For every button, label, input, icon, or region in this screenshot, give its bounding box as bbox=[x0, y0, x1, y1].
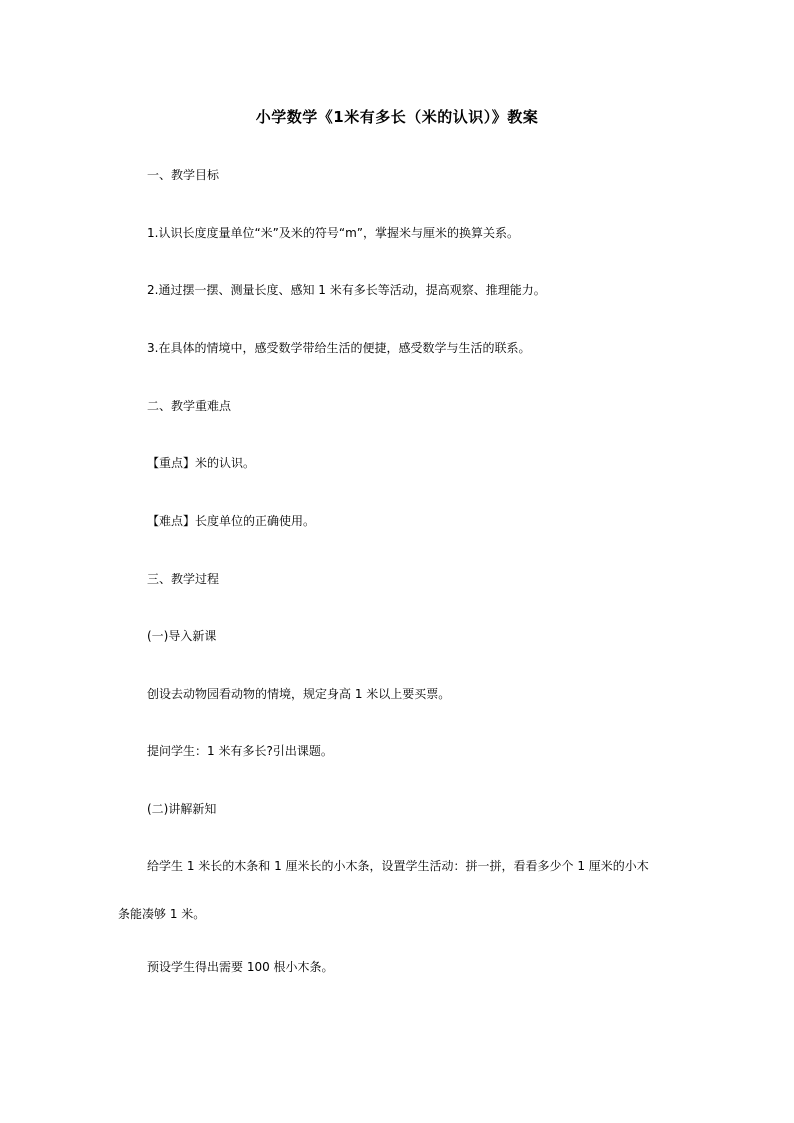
key-point: 【重点】米的认识。 bbox=[147, 456, 256, 470]
section-heading-process: 三、教学过程 bbox=[147, 572, 220, 586]
intro-paragraph: 创设去动物园看动物的情境，规定身高 1 米以上要买票。 bbox=[147, 687, 451, 701]
subsection-heading-intro: (一)导入新课 bbox=[147, 629, 217, 643]
objective-item-1: 1.认识长度度量单位“米”及米的符号“m”，掌握米与厘米的换算关系。 bbox=[147, 226, 520, 240]
objective-item-2: 2.通过摆一摆、测量长度、感知 1 米有多长等活动，提高观察、推理能力。 bbox=[147, 283, 546, 297]
objective-item-3: 3.在具体的情境中，感受数学带给生活的便捷，感受数学与生活的联系。 bbox=[147, 341, 531, 355]
question-paragraph: 提问学生：1 米有多长?引出课题。 bbox=[147, 744, 333, 758]
difficult-point: 【难点】长度单位的正确使用。 bbox=[147, 514, 316, 528]
section-heading-objectives: 一、教学目标 bbox=[147, 168, 220, 182]
document-title: 小学数学《1米有多长（米的认识）》教案 bbox=[255, 108, 539, 126]
section-heading-key-points: 二、教学重难点 bbox=[147, 399, 232, 413]
expected-result-paragraph: 预设学生得出需要 100 根小木条。 bbox=[147, 960, 334, 974]
subsection-heading-new-knowledge: (二)讲解新知 bbox=[147, 802, 217, 816]
activity-paragraph: 给学生 1 米长的木条和 1 厘米长的小木条，设置学生活动：拼一拼，看看多少个 1 厘米的小木条能凑够 1 米。 bbox=[118, 859, 649, 921]
